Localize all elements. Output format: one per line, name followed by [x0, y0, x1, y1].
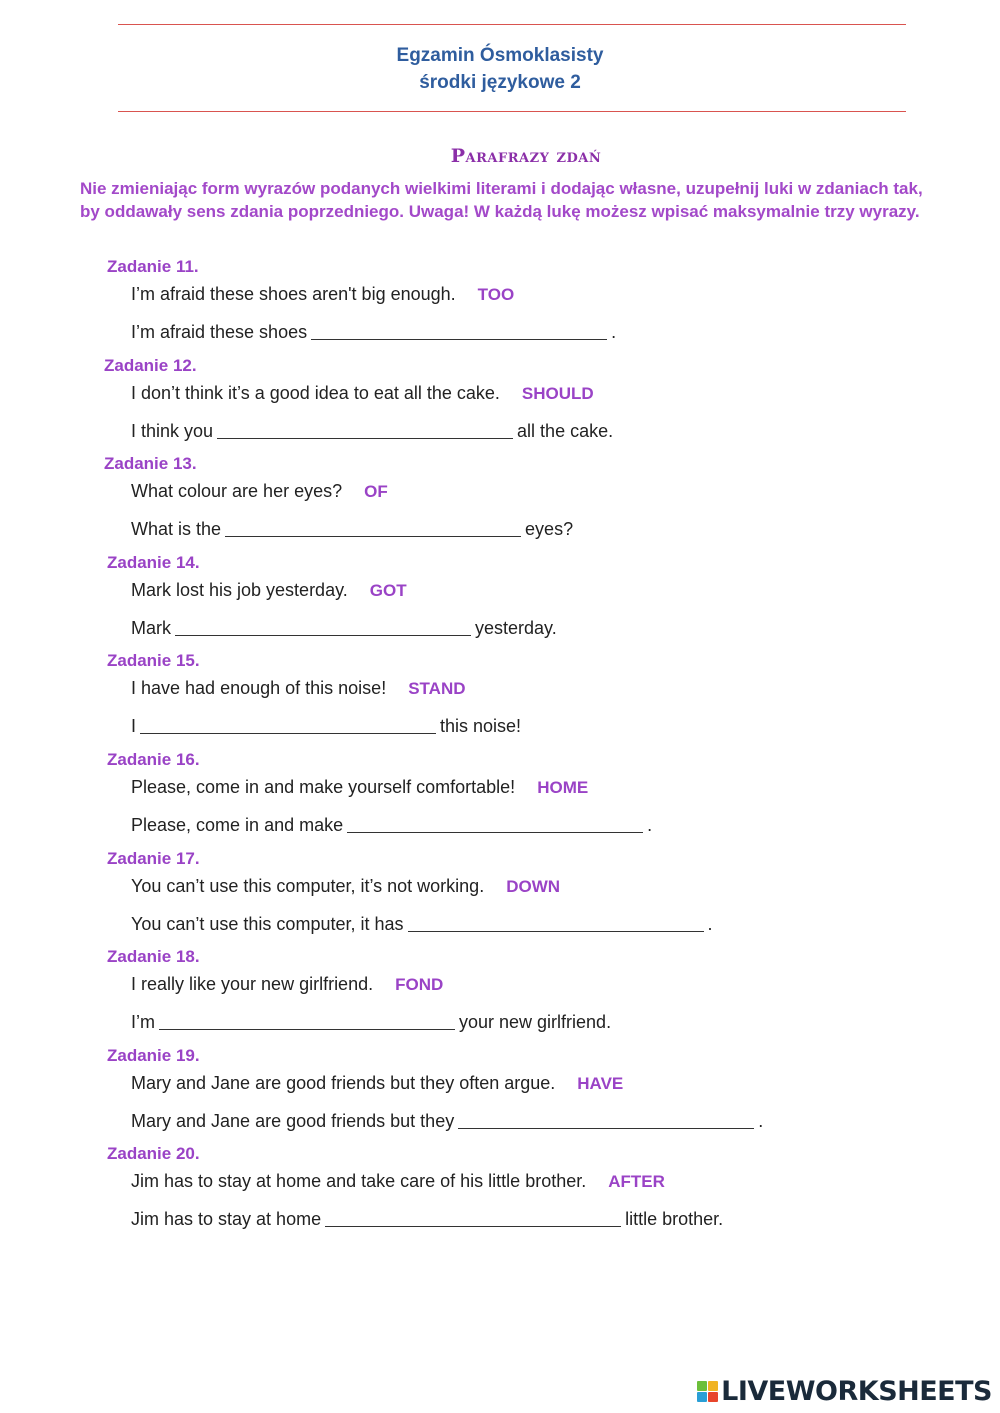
answer-prefix: I’m afraid these shoes — [131, 322, 308, 342]
keyword: OF — [364, 482, 388, 502]
header-bottom-rule — [118, 111, 906, 112]
sentence-text: I don’t think it’s a good idea to eat all the cake. — [131, 382, 500, 403]
answer-suffix: yesterday. — [475, 617, 557, 638]
source-sentence — [131, 876, 560, 897]
answer-blank-input[interactable] — [458, 1111, 754, 1129]
answer-sentence — [131, 1012, 611, 1033]
sentence-text: Mark lost his job yesterday. — [131, 579, 348, 600]
logo-tile — [708, 1392, 718, 1402]
task-label: Zadanie 13. — [104, 454, 197, 474]
answer-suffix: all the cake. — [517, 420, 614, 441]
task-label: Zadanie 16. — [107, 750, 200, 769]
answer-prefix: You can’t use this computer, it has — [131, 913, 404, 934]
logo-tile — [697, 1381, 707, 1391]
keyword: HOME — [537, 778, 589, 797]
answer-prefix: I — [131, 716, 137, 737]
answer-blank-input[interactable] — [140, 716, 436, 734]
task-block — [0, 257, 1000, 356]
source-sentence — [131, 1171, 665, 1192]
sentence-text: Jim has to stay at home and take care of his little brother. — [131, 1171, 587, 1192]
brand-name: LIVEWORKSHEETS — [721, 1376, 992, 1407]
answer-blank-input[interactable] — [159, 1012, 455, 1030]
task-block — [0, 849, 1000, 948]
answer-sentence — [131, 322, 616, 343]
answer-suffix: . — [611, 322, 617, 342]
logo-icon — [697, 1381, 718, 1402]
source-sentence — [131, 777, 588, 798]
answer-blank-input[interactable] — [225, 519, 521, 537]
keyword: GOT — [369, 580, 407, 600]
answer-prefix: What is the — [131, 519, 222, 540]
answer-prefix: I’m — [131, 1012, 155, 1033]
answer-blank-input[interactable] — [408, 914, 704, 932]
answer-suffix: your new girlfriend. — [459, 1012, 612, 1033]
answer-blank-input[interactable] — [217, 421, 513, 439]
answer-prefix: Mary and Jane are good friends but they — [131, 1110, 455, 1131]
answer-sentence — [131, 1111, 763, 1132]
answer-sentence — [131, 815, 652, 836]
source-sentence — [131, 1073, 623, 1094]
keyword: FOND — [395, 975, 444, 995]
task-block — [0, 750, 1000, 849]
top-rule — [118, 24, 906, 25]
source-sentence — [131, 580, 407, 601]
answer-sentence — [131, 421, 613, 442]
answer-blank-input[interactable] — [175, 618, 471, 636]
source-sentence — [131, 284, 514, 305]
answer-sentence — [131, 1209, 723, 1230]
answer-suffix: . — [758, 1110, 764, 1131]
keyword: DOWN — [506, 876, 561, 896]
task-block — [0, 553, 1000, 652]
sentence-text: I’m afraid these shoes aren't big enough. — [131, 284, 456, 304]
answer-sentence — [131, 914, 713, 935]
task-label: Zadanie 19. — [107, 1045, 200, 1065]
sentence-text: What colour are her eyes? — [131, 481, 343, 502]
task-label: Zadanie 14. — [107, 552, 200, 572]
logo-tile — [708, 1381, 718, 1391]
task-block — [0, 651, 1000, 750]
task-label: Zadanie 11. — [107, 257, 199, 276]
worksheet-title: Parafrazy zdań — [450, 145, 602, 167]
keyword: STAND — [408, 679, 466, 699]
task-label: Zadanie 18. — [107, 947, 200, 967]
answer-blank-input[interactable] — [347, 815, 643, 833]
keyword: TOO — [477, 285, 515, 304]
instructions: Nie zmieniając form wyrazów podanych wielkimi literami i dodając własne, uzupełnij luki w zdaniach tak, by oddawały sens zdania poprzedniego. Uwaga! W każdą lukę możesz wpisać maksymalnie trzy wyrazy. — [80, 179, 923, 221]
task-label: Zadanie 15. — [107, 651, 200, 671]
source-sentence — [131, 481, 388, 502]
answer-blank-input[interactable] — [311, 322, 607, 340]
answer-suffix: this noise! — [440, 716, 522, 737]
source-sentence — [131, 383, 594, 404]
answer-suffix: . — [707, 913, 713, 934]
answer-prefix: Mark — [131, 617, 171, 638]
exam-subtitle: środki językowe 2 — [419, 72, 581, 93]
answer-suffix: eyes? — [525, 519, 574, 540]
source-sentence — [131, 678, 466, 699]
answer-suffix: little brother. — [625, 1209, 724, 1230]
task-label: Zadanie 17. — [107, 848, 200, 868]
answer-sentence — [131, 618, 557, 639]
task-block — [0, 1046, 1000, 1145]
answer-prefix: Please, come in and make — [131, 815, 344, 835]
sentence-text: I really like your new girlfriend. — [131, 974, 374, 995]
logo-tile — [697, 1392, 707, 1402]
task-block — [0, 1144, 1000, 1243]
keyword: SHOULD — [521, 383, 594, 403]
keyword: HAVE — [577, 1073, 624, 1093]
sentence-text: You can’t use this computer, it’s not working. — [131, 875, 485, 896]
sentence-text: Mary and Jane are good friends but they often argue. — [131, 1072, 556, 1093]
task-block — [0, 454, 1000, 553]
answer-sentence — [131, 716, 521, 737]
answer-blank-input[interactable] — [325, 1209, 621, 1227]
exam-title: Egzamin Ósmoklasisty — [396, 45, 604, 66]
liveworksheets-logo — [697, 1376, 992, 1407]
task-label: Zadanie 12. — [104, 355, 197, 375]
keyword: AFTER — [608, 1172, 665, 1192]
answer-suffix: . — [647, 815, 653, 835]
task-block — [0, 356, 1000, 455]
sentence-text: I have had enough of this noise! — [131, 678, 387, 699]
answer-prefix: Jim has to stay at home — [131, 1209, 322, 1230]
answer-prefix: I think you — [131, 420, 214, 441]
sentence-text: Please, come in and make yourself comfortable! — [131, 777, 516, 797]
task-block — [0, 947, 1000, 1046]
page-header — [0, 42, 1000, 96]
source-sentence — [131, 974, 443, 995]
task-label: Zadanie 20. — [107, 1144, 200, 1164]
answer-sentence — [131, 519, 573, 540]
